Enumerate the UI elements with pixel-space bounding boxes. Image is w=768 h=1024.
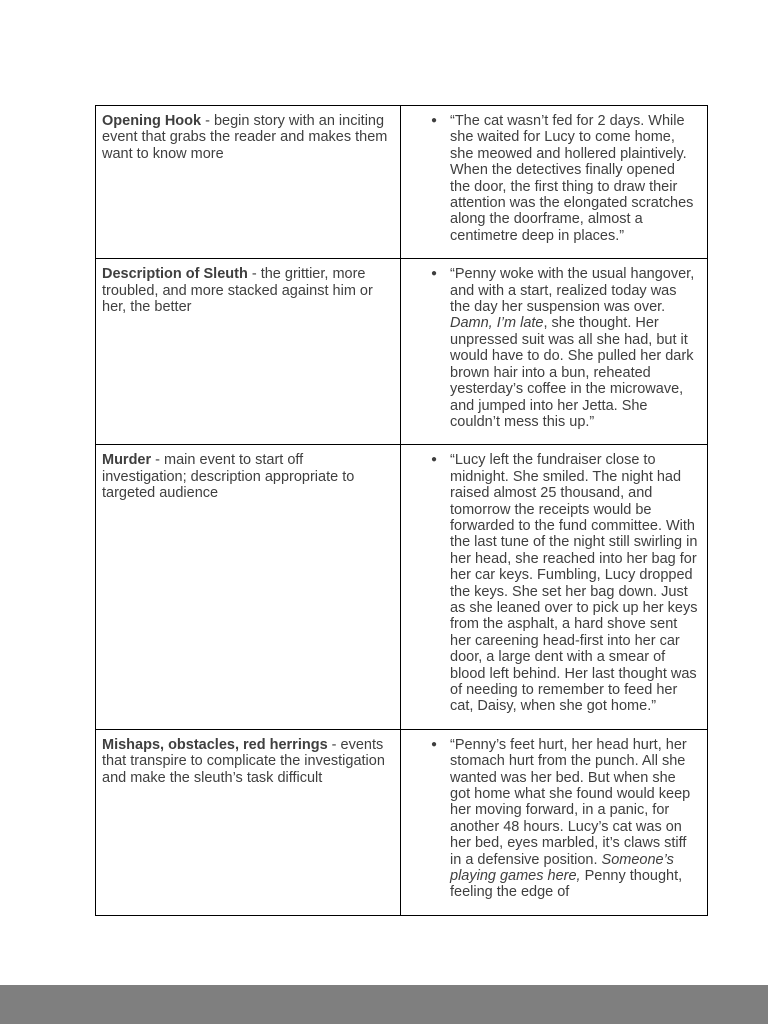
bullet-item xyxy=(407,266,699,430)
text-segment: “The cat wasn’t fed for 2 days. While she waited for Lucy to come home, she meowed and hollered plaintively. When the detectives finally opened the door, the first thing to draw their attention was the elongated scratches along the doorframe, almost a centimetre deep in places.” xyxy=(450,113,694,244)
text-segment: “Penny’s feet hurt, her head hurt, her stomach hurt from the punch. All she wanted was her bed. But when she got home what she found would keep her moving forward, in a panic, for another 48 hours. Lucy’s cat was on her bed, eyes marbled, it’s claws stiff in a defensive position. xyxy=(450,736,691,868)
text-segment: Damn, I’m late xyxy=(450,315,544,332)
example-cell xyxy=(401,445,708,730)
example-text xyxy=(450,452,699,715)
term-cell xyxy=(96,729,401,915)
term-cell xyxy=(96,445,401,730)
page-bottom-gap xyxy=(0,985,768,1024)
term-definition: - begin story with an inciting event that grabs the reader and makes them want to know more xyxy=(102,113,388,162)
term-cell xyxy=(96,259,401,445)
example-cell xyxy=(401,729,708,915)
text-segment: , she thought. Her unpressed suit was all she had, but it would have to do. She pulled her dark brown hair into a bun, reheated yesterday’s coffee in the microwave, and jumped into her Jetta. She couldn’t mess this up.” xyxy=(450,315,694,430)
table-row xyxy=(96,729,708,915)
bullet-item xyxy=(407,737,699,901)
term-definition: - main event to start off investigation; description appropriate to targeted audience xyxy=(102,452,355,502)
story-elements-table xyxy=(95,105,708,916)
example-cell xyxy=(401,106,708,259)
example-cell xyxy=(401,259,708,445)
text-segment: “Penny woke with the usual hangover, and with a start, realized today was the day her suspension was over. xyxy=(450,266,695,316)
text-segment: Someone’s playing games here, xyxy=(450,851,674,885)
term-definition: - the grittier, more troubled, and more stacked against him or her, the better xyxy=(102,266,373,316)
bullet-icon: ● xyxy=(430,268,438,280)
bullet-item xyxy=(407,113,699,244)
term-cell xyxy=(96,106,401,259)
term-definition: - events that transpire to complicate the investigation and make the sleuth’s task difficult xyxy=(102,736,385,786)
example-text xyxy=(450,266,699,430)
example-text xyxy=(450,737,699,901)
bullet-icon: ● xyxy=(430,738,438,750)
term-label: Mishaps, obstacles, red herrings xyxy=(102,736,328,753)
bullet-icon: ● xyxy=(430,115,438,126)
example-text xyxy=(450,113,699,244)
text-segment: Penny thought, feeling the edge of xyxy=(450,868,683,901)
table-row xyxy=(96,445,708,730)
bullet-item xyxy=(407,452,699,715)
term-label: Opening Hook xyxy=(102,113,202,129)
term-label: Description of Sleuth xyxy=(102,266,248,283)
table-row xyxy=(96,106,708,259)
table-row xyxy=(96,259,708,445)
text-segment: “Lucy left the fundraiser close to midnight. She smiled. The night had raised almost 25 thousand, and tomorrow the receipts would be forwarded to the fund committee. With the last tune of the night still swirling in her head, she reached into her bag for her car keys. Fumbling, Lucy dropped the keys. She set her bag down. Just as she leaned over to pick up her keys from the asphalt, a hard shove sent her careening head-first into her car door, a large dent with a smear of blood left behind. Her last thought was of needing to remember to feed her cat, Daisy, when she got home.” xyxy=(450,452,698,715)
term-label: Murder xyxy=(102,452,152,469)
bullet-icon: ● xyxy=(430,454,438,466)
